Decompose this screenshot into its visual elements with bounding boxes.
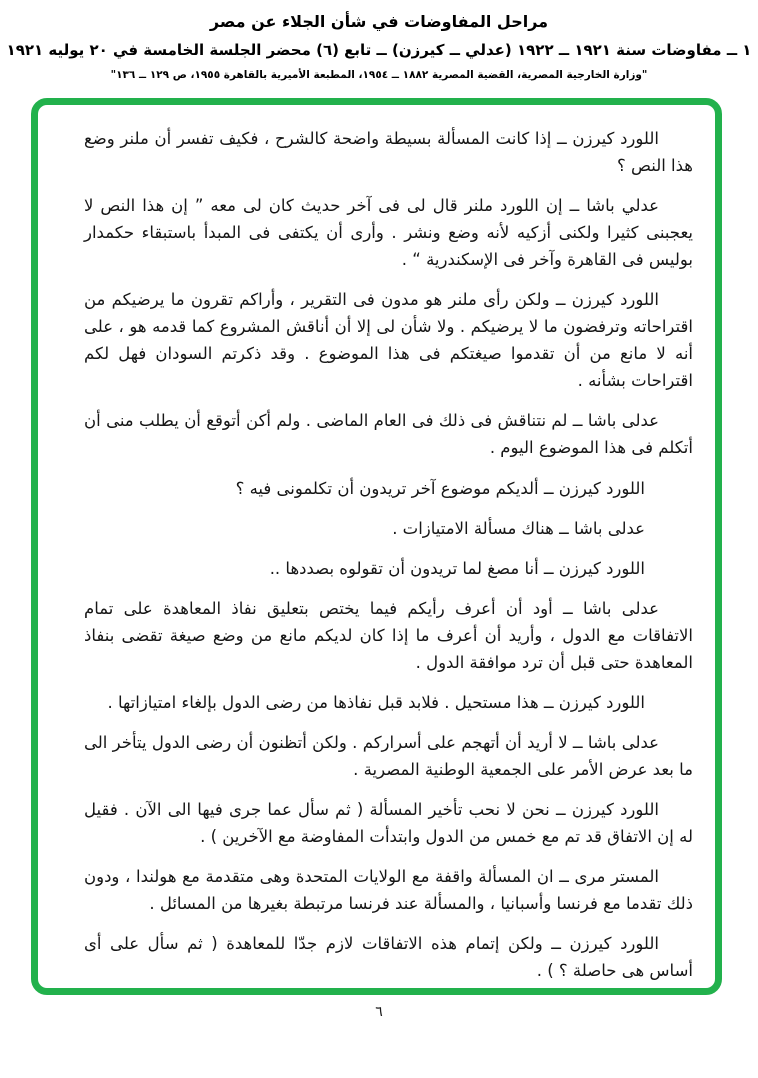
paragraph: اللورد كيرزن ــ أنا مصغ لما تريدون أن تقولوه بصددها .. xyxy=(269,558,645,578)
paragraph: عدلى باشا ــ لا أريد أن أتهجم على أسراركم . ولكن أتظنون أن رضى الدول يتأخر الى ما بعد عرض الأمر على الجمعية الوطنية المصرية . xyxy=(84,732,693,779)
paragraph: اللورد كيرزن ــ هذا مستحيل . فلابد قبل نفاذها من رضى الدول بإلغاء امتيازاتها . xyxy=(107,692,645,712)
document-source-citation: "وزارة الخارجية المصرية، القضية المصرية ١٨٨٢ ــ ١٩٥٤، المطبعة الأميرية بالقاهرة ١٩٥٥، ص ١٢٩ ــ ١٣٦" xyxy=(110,69,648,81)
page-number: ٦ xyxy=(375,1004,383,1020)
paragraph: اللورد كيرزن ــ ولكن إتمام هذه الاتفاقات لازم جدّا للمعاهدة ( ثم سأل على أى أساس هى حاصلة ؟ ) . xyxy=(84,934,693,981)
paragraph: عدلى باشا ــ هناك مسألة الامتيازات . xyxy=(392,518,645,538)
paragraph: اللورد كيرزن ــ إذا كانت المسألة بسيطة واضحة كالشرح ، فكيف تفسر أن ملنر وضع هذا النص ؟ xyxy=(84,129,693,176)
paragraph: اللورد كيرزن ــ ولكن رأى ملنر هو مدون فى التقرير ، وأراكم تقرون ما يرضيكم من اقتراحاته وترفضون ما لا يرضيكم . ولا شأن لى إلا أن أناقش المشروع كما قدمه هو ، على أنه لا مانع من أن تقدموا صيغتكم فى هذا الموضوع . وقد ذكرتم السودان فهل لكم اقتراحات بشأنه . xyxy=(84,290,693,391)
paragraph: عدلى باشا ــ أود أن أعرف رأيكم فيما يختص بتعليق نفاذ المعاهدة على تمام الاتفاقات مع الدول ، وأريد أن أعرف ما إذا كان لديكم مانع من وضع صيغة تقضى بنفاذ المعاهدة حتى قبل أن ترد موافقة الدول . xyxy=(84,598,693,672)
paragraph: المستر مرى ــ ان المسألة واقفة مع الولايات المتحدة وهى متقدمة مع هولندا ، ودون ذلك تقدما مع فرنسا وأسبانيا ، والمسألة عند فرنسا مرتبطة بغيرها من المسائل . xyxy=(84,867,693,914)
highlight-box xyxy=(31,98,722,995)
document-body xyxy=(38,105,715,988)
document-header xyxy=(0,12,758,81)
paragraph: عدلى باشا ــ لم نتناقش فى ذلك فى العام الماضى . ولم أكن أتوقع أن يطلب منى أن أتكلم فى هذا الموضوع اليوم . xyxy=(84,411,693,458)
paragraph: اللورد كيرزن ــ نحن لا نحب تأخير المسألة ( ثم سأل عما جرى فيها الى الآن . فقيل له إن الاتفاق قد تم مع خمس من الدول وابتدأت المفاوضة مع الآخرين ) . xyxy=(84,799,693,846)
document-title: مراحل المفاوضات في شأن الجلاء عن مصر xyxy=(209,12,549,31)
paragraph: عدلي باشا ــ إن اللورد ملنر قال لى فى آخر حديث كان لى معه ” إن هذا النص لا يعجبنى كثيرا ولكنى أزكيه لأنه وضع ونشر . وأرى أن يكتفى فى المبدأ باستبقاء حكمدار بوليس فى القاهرة وآخر فى الإسكندرية “ . xyxy=(84,196,693,270)
paragraph: اللورد كيرزن ــ ألديكم موضوع آخر تريدون أن تكلمونى فيه ؟ xyxy=(235,478,645,498)
document-subtitle: ١ ــ مفاوضات سنة ١٩٢١ ــ ١٩٢٢ (عدلي ــ كيرزن) ــ تابع (٦) محضر الجلسة الخامسة في ٢٠ يوليه ١٩٢١ xyxy=(6,41,752,59)
